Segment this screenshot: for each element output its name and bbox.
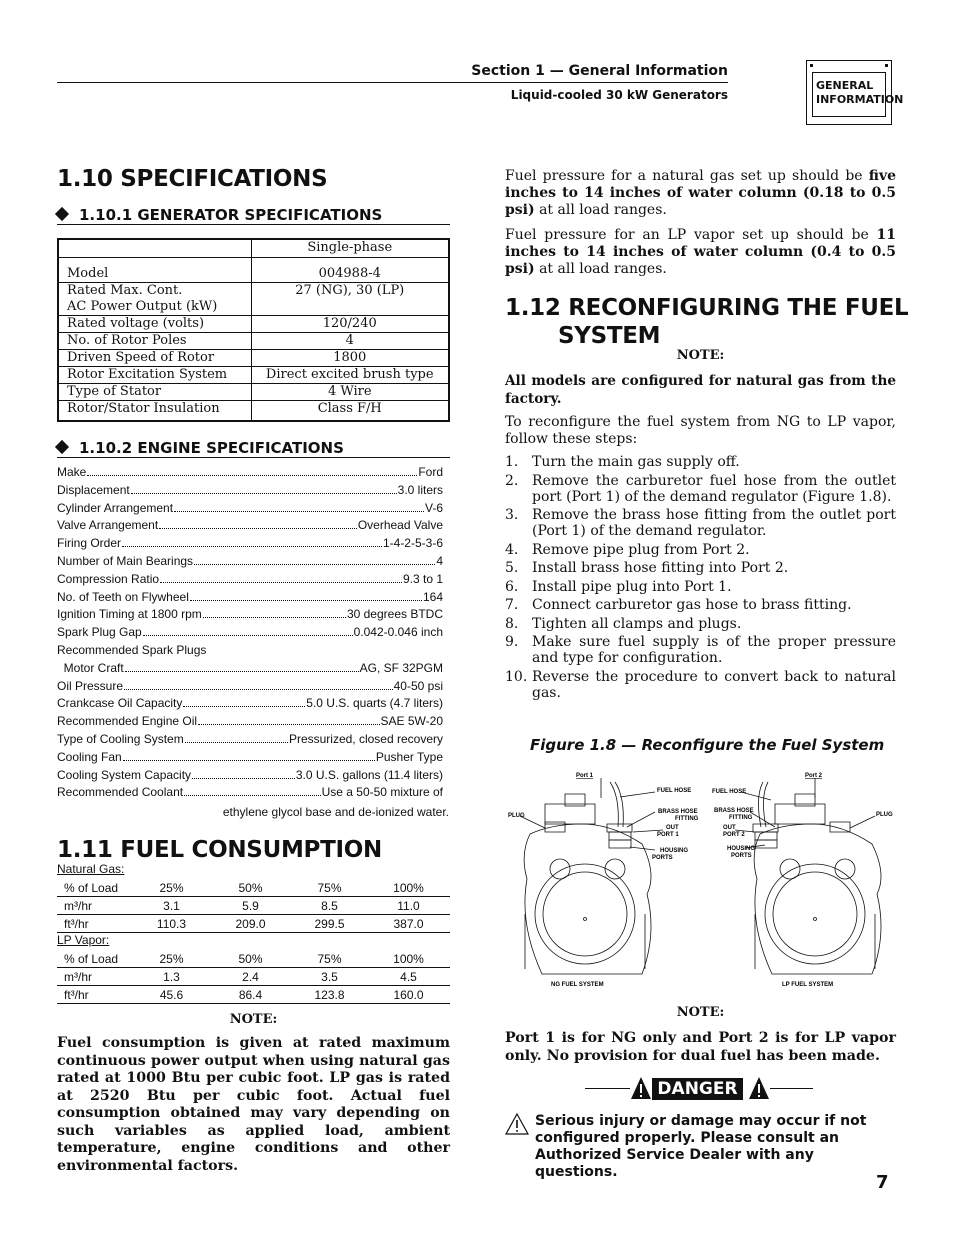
engine-spec-row [57,465,443,483]
plug-label: PLUG [876,812,893,818]
step-text: Connect carburetor gas hose to brass fitting. [532,597,852,613]
svg-text:FITTING: FITTING [729,815,753,821]
table-row: Rated Max. Cont. AC Power Output (kW) 27 (NG), 30 (LP) [58,282,449,315]
warning-triangle-icon [748,1076,770,1100]
engine-spec-row [57,661,443,679]
engine-spec-row [57,625,443,643]
step-number: 9. [505,634,519,650]
table-cell: 11.0 [397,899,420,913]
brass-fitting-label: BRASS HOSE [658,809,698,815]
specifications-heading: 1.10 SPECIFICATIONS [57,166,328,192]
factory-config-note: All models are configured for natural gas from the factory. [505,373,896,407]
step-text: Reverse the procedure to convert back to natural gas. [532,668,896,701]
tab-corner-dot [810,64,813,67]
spec-value: 164 [422,589,443,604]
heading-rule [57,457,450,458]
table-cell: ft³/hr [64,988,89,1002]
spec-value: Pressurized, closed recovery [288,731,443,746]
spec-label: Firing Order [57,536,122,551]
table-cell: 299.5 [314,917,345,931]
table-cell: 110.3 [156,917,187,931]
step-item [505,669,896,701]
table-row: Rotor/Stator Insulation Class F/H [58,400,449,421]
step-number: 6. [505,578,519,595]
step-number: 8. [505,615,519,632]
step-text: Remove the carburetor fuel hose from the outlet port (Port 1) of the demand regulator (Figure 1.8). [532,472,896,505]
engine-spec-row [57,750,443,768]
figure-caption: Figure 1.8 — Reconfigure the Fuel System [530,736,885,754]
table-cell: 8.5 [321,899,338,913]
table-cell: 100% [393,952,424,966]
step-number: 10. [505,668,528,685]
svg-text:PORT 1: PORT 1 [657,832,679,838]
step-item [505,542,896,558]
table-cell: 387.0 [393,917,424,931]
step-number: 7. [505,597,519,613]
tab-corner-dot [885,64,888,67]
note-heading: NOTE: [676,1005,725,1020]
spec-label: Spark Plug Gap [57,625,142,640]
table-cell: 160.0 [393,988,424,1002]
table-cell: 123.8 [314,988,345,1002]
spec-label: Valve Arrangement [57,518,159,533]
table-cell: 2.4 [242,970,259,984]
spec-value: 1-4-2-5-3-6 [382,536,443,551]
table-cell: 75% [317,881,342,895]
reconfigure-intro: To reconfigure the fuel system from NG to LP vapor, follow these steps: [505,414,896,447]
spec-label: Displacement [57,482,130,497]
svg-text:PORTS: PORTS [731,853,752,859]
reconfigure-steps [505,454,896,703]
table-cell: ft³/hr [64,917,89,931]
table-cell: 5.9 [242,899,259,913]
step-number: 5. [505,560,519,576]
ng-system-label: NG FUEL SYSTEM [551,982,604,988]
lp-system-label: LP FUEL SYSTEM [782,982,834,988]
step-text: Install pipe plug into Port 1. [532,578,732,595]
plug-label: PLUG [508,813,525,819]
tab-line-2: INFORMATION [816,93,904,106]
spec-label: Motor Craft [57,660,124,675]
spec-label: Type of Cooling System [57,731,184,746]
fuel-hose-label: FUEL HOSE [657,788,692,794]
fuel-system-figure [505,764,898,994]
table-cell: 100% [393,881,424,895]
engine-spec-row [57,501,443,519]
note-heading: NOTE: [229,1012,278,1027]
step-number: 3. [505,507,519,523]
spec-label: No. of Teeth on Flywheel [57,589,189,604]
out-label: OUT [723,825,736,831]
step-item [505,616,896,632]
danger-banner [585,1076,813,1102]
spec-value: 0.042-0.046 inch [353,625,443,640]
table-row: No. of Rotor Poles 4 [58,332,449,349]
spec-value: 3.0 U.S. gallons (11.4 liters) [295,767,443,782]
step-number: 1. [505,454,519,470]
table-row [57,986,450,1004]
engine-spec-row [57,536,443,554]
warning-triangle-icon [630,1076,652,1100]
spec-value: 4 [436,553,443,568]
lp-pressure-paragraph: Fuel pressure for an LP vapor set up should be 11 inches to 14 inches of water column (0.4 to 0.5 psi) at all load ranges. [505,227,896,277]
svg-text:FITTING: FITTING [675,816,699,822]
step-text: Install brass hose fitting into Port 2. [532,560,789,576]
spec-label: Cooling System Capacity [57,767,192,782]
engine-spec-row [57,768,443,786]
reconfiguring-heading: 1.12 RECONFIGURING THE FUEL SYSTEM [505,295,909,349]
step-text: Turn the main gas supply off. [532,454,740,470]
table-cell: 75% [317,952,342,966]
table-row: Model 004988-4 [58,257,449,282]
spec-value: Pusher Type [375,749,443,764]
engine-spec-row [57,590,443,608]
engine-spec-row [57,679,443,697]
step-text: Tighten all clamps and plugs. [532,615,742,632]
step-item [505,454,896,470]
table-row: Rated voltage (volts) 120/240 [58,315,449,332]
engine-spec-row [57,607,443,625]
spec-value: Overhead Valve [357,518,443,533]
table-header-cell: Single-phase [251,239,449,257]
table-cell: 4.5 [400,970,417,984]
caution-triangle-icon [505,1113,529,1135]
spec-label: Cooling Fan [57,749,122,764]
ng-pressure-paragraph: Fuel pressure for a natural gas set up should be five inches to 14 inches of water column (0.18 to 0.5 psi) at all load ranges. [505,168,896,218]
spec-value: AG, SF 32PGM [359,660,443,675]
spec-label: Cylinder Arrangement [57,500,174,515]
spec-value: 30 degrees BTDC [346,607,443,622]
table-cell: 3.1 [163,899,180,913]
spec-value: Ford [418,465,443,479]
spec-value: 3.0 liters [397,482,443,497]
heading-rule [57,224,450,225]
table-row: Rotor Excitation System Direct excited brush type [58,366,449,383]
engine-spec-row [57,714,443,732]
tab-line-1: GENERAL [816,79,874,92]
step-text: Make sure fuel supply is of the proper pressure and type for configuration. [532,634,896,666]
engine-spec-row [57,785,443,803]
header-rule [57,82,728,83]
table-row [57,968,450,986]
housing-label: HOUSING [727,846,756,852]
spec-label: Compression Ratio [57,571,160,586]
danger-warning-text: Serious injury or damage may occur if not configured properly. Please consult an Authorized Service Dealer with any questions. [535,1113,867,1180]
table-cell: 50% [238,952,263,966]
generator-spec-table [57,238,450,422]
lp-vapor-table [57,933,450,1004]
step-item [505,634,896,666]
table-cell: % of Load [64,881,119,895]
table-cell: 25% [159,881,184,895]
port1-label: Port 1 [576,773,594,779]
spec-label: Number of Main Bearings [57,553,194,568]
step-item [505,473,896,505]
table-row [57,879,450,897]
step-item [505,579,896,595]
spec-label: Make [57,465,87,479]
spec-label: Recommended Spark Plugs [57,642,207,657]
spec-value: Use a 50-50 mixture of [321,785,443,800]
engine-spec-list [57,465,443,803]
section-tab-label [812,72,904,117]
spec-value: 9.3 to 1 [402,571,443,586]
table-row: Type of Stator 4 Wire [58,383,449,400]
spec-value: 40-50 psi [393,678,443,693]
engine-spec-row [57,643,443,661]
spec-label: Oil Pressure [57,678,124,693]
spec-label: Recommended Engine Oil [57,714,198,729]
coolant-continuation: ethylene glycol base and de-ionized water. [222,805,449,819]
spec-value: 5.0 U.S. quarts (4.7 liters) [306,696,443,711]
engine-spec-row [57,732,443,750]
table-caption: LP Vapor: [57,933,110,947]
housing-label: HOUSING [660,848,689,854]
running-header-subtitle: Liquid-cooled 30 kW Generators [510,88,728,102]
svg-text:PORTS: PORTS [652,855,673,861]
table-cell: 45.6 [159,988,184,1002]
spec-value: SAE 5W-20 [380,714,443,729]
table-cell: m³/hr [64,899,92,913]
table-cell: 50% [238,881,263,895]
engine-spec-row [57,572,443,590]
table-cell: m³/hr [64,970,92,984]
table-row [57,897,450,915]
engine-spec-row [57,518,443,536]
table-cell: % of Load [64,952,119,966]
lp-regulator-drawing [753,782,881,974]
brass-fitting-label: BRASS HOSE [714,808,754,814]
step-number: 4. [505,541,519,558]
table-cell: 3.5 [321,970,338,984]
svg-text:PORT 2: PORT 2 [723,832,745,838]
spec-label: Ignition Timing at 1800 rpm [57,607,202,622]
natural-gas-table [57,862,450,933]
step-item [505,507,896,539]
fuel-consumption-heading: 1.11 FUEL CONSUMPTION [57,837,382,863]
table-cell: 1.3 [163,970,180,984]
running-header-section: Section 1 — General Information [471,63,728,79]
generator-specs-heading: 1.10.1 GENERATOR SPECIFICATIONS [57,206,382,224]
engine-spec-row [57,483,443,501]
spec-label: Crankcase Oil Capacity [57,696,183,711]
table-cell: 25% [159,952,184,966]
table-row [57,915,450,933]
page-number: 7 [876,1172,889,1193]
engine-specs-heading: 1.10.2 ENGINE SPECIFICATIONS [57,439,344,457]
engine-spec-row [57,554,443,572]
engine-spec-row [57,696,443,714]
out-label: OUT [666,825,679,831]
spec-label: Recommended Coolant [57,785,184,800]
table-caption: Natural Gas: [57,862,125,876]
step-item [505,597,896,613]
step-item [505,560,896,576]
table-row [57,950,450,968]
port-usage-note: Port 1 is for NG only and Port 2 is for LP vapor only. No provision for dual fuel has been made. [505,1030,896,1064]
port2-label: Port 2 [805,773,823,779]
step-text: Remove the brass hose fitting from the outlet port (Port 1) of the demand regulator. [532,507,896,539]
ng-regulator-drawing [524,782,651,974]
section-tab [806,60,904,125]
table-cell: 209.0 [235,917,266,931]
fuel-hose-label: FUEL HOSE [712,789,747,795]
fuel-consumption-note: Fuel consumption is given at rated maximum continuous power output when using natural gas rated at 1000 Btu per cubic foot. LP gas is rated at 2520 Btu per cubic foot. Actual fuel consumption obtained may vary depending on such variables as applied load, ambient temperature, engine conditions and other environmental factors. [57,1035,450,1174]
note-heading: NOTE: [676,348,725,363]
danger-label: DANGER [652,1078,743,1100]
spec-value: V-6 [424,500,443,515]
table-cell: 86.4 [238,988,263,1002]
step-number: 2. [505,472,519,489]
step-text: Remove pipe plug from Port 2. [532,541,750,558]
table-row: Driven Speed of Rotor 1800 [58,349,449,366]
